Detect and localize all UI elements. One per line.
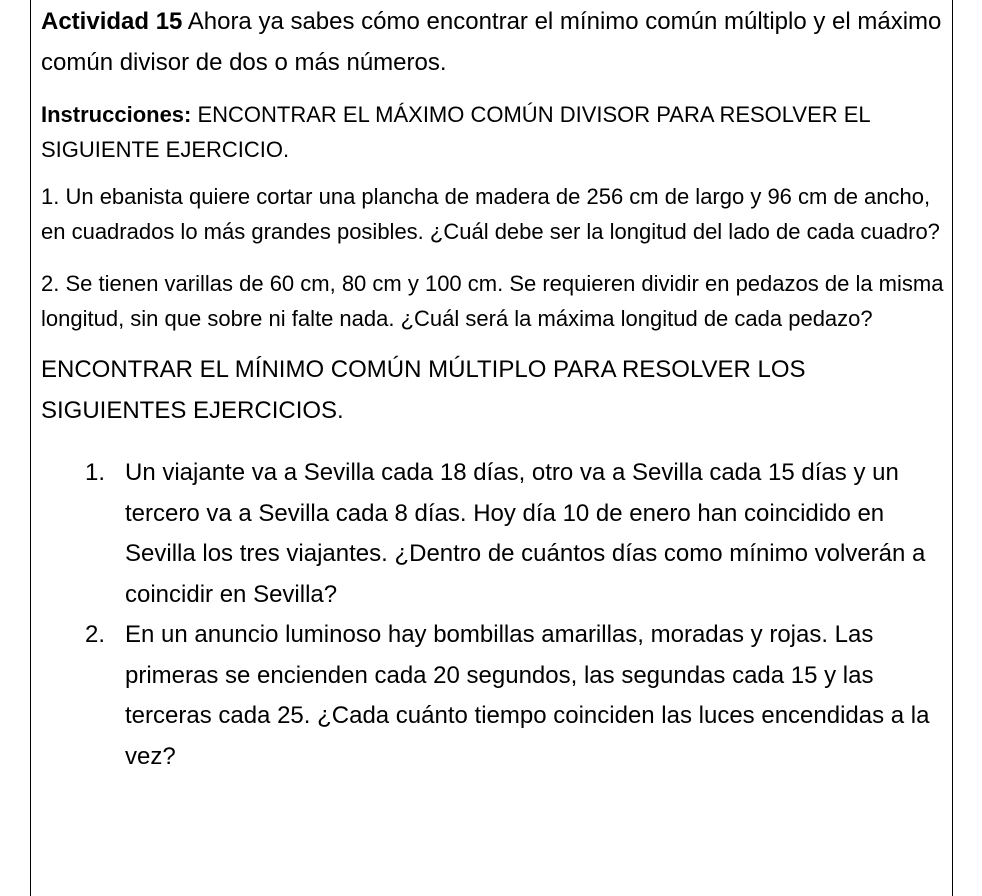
mcd-problem-2: 2. Se tienen varillas de 60 cm, 80 cm y 100 cm. Se requieren dividir en pedazos de la misma longitud, sin que sobre ni falte nada. ¿Cuál será la máxima longitud de cada pedazo? — [41, 271, 944, 331]
list-item-number: 2. — [85, 621, 106, 648]
mcd-problem-1: 1. Un ebanista quiere cortar una plancha de madera de 256 cm de largo y 96 cm de ancho, en cuadrados lo más grandes posibles. ¿Cuál debe ser la longitud del lado de cada cuadro? — [41, 184, 940, 244]
instructions — [41, 97, 946, 167]
activity-intro — [41, 0, 946, 83]
instructions-label: Instrucciones: — [41, 102, 192, 127]
instructions-text: ENCONTRAR EL MÁXIMO COMÚN DIVISOR PARA RESOLVER EL SIGUIENTE EJERCICIO. — [41, 102, 870, 162]
list-item-text: Un viajante va a Sevilla cada 18 días, otro va a Sevilla cada 15 días y un tercero va a Sevilla cada 8 días. Hoy día 10 de enero han coincidido en Sevilla los tres viajantes. ¿Dentro de cuántos días como mínimo volverán a coincidir en Sevilla? — [125, 459, 926, 608]
list-item — [41, 453, 946, 615]
mcm-heading: ENCONTRAR EL MÍNIMO COMÚN MÚLTIPLO PARA RESOLVER LOS SIGUIENTES EJERCICIOS. — [41, 356, 806, 424]
list-item-text: En un anuncio luminoso hay bombillas amarillas, moradas y rojas. Las primeras se encienden cada 20 segundos, las segundas cada 15 y las terceras cada 25. ¿Cada cuánto tiempo coinciden las luces encendidas a la vez? — [125, 621, 930, 770]
mcm-problem-list — [41, 453, 946, 777]
activity-title: Actividad 15 — [41, 8, 183, 35]
list-item — [41, 615, 946, 777]
activity-text: Ahora ya sabes cómo encontrar el mínimo común múltiplo y el máximo común divisor de dos o más números. — [41, 8, 942, 76]
list-item-number: 1. — [85, 459, 106, 486]
document-content — [41, 0, 946, 777]
